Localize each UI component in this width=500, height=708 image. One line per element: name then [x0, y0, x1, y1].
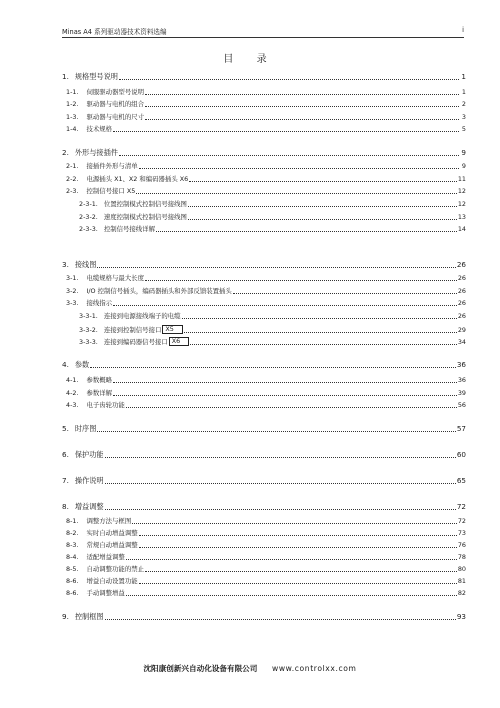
- toc-entry-connector-box: X6: [169, 337, 189, 346]
- toc-entry-number: 3-3-2.: [79, 326, 98, 334]
- toc-entry-page: 3: [461, 113, 466, 121]
- toc-entry-page: 12: [457, 200, 466, 208]
- toc-entry-page: 72: [456, 502, 466, 511]
- toc-entry-connector-box: X5: [162, 325, 182, 334]
- toc-entry-title: 电子齿轮功能: [86, 401, 125, 409]
- toc-entry-page: 80: [457, 565, 466, 573]
- toc-entry-number: 2-3-1.: [79, 200, 98, 208]
- toc-entry-title: 驱动器与电机的尺寸: [86, 113, 144, 121]
- toc-entry-number: 8-2.: [66, 529, 79, 537]
- toc-entry-number: 3-1.: [66, 274, 79, 282]
- toc-entry-number: 3-3-1.: [79, 312, 98, 320]
- toc-entry-number: 3-2.: [66, 287, 79, 295]
- toc-entry-title: 接插件外形与清单: [86, 162, 138, 170]
- dot-leader: [126, 407, 457, 408]
- toc-entry[interactable]: [62, 503, 466, 511]
- toc-entry[interactable]: [66, 401, 466, 409]
- toc-entry-number: 2-3.: [66, 187, 79, 195]
- toc-entry[interactable]: [66, 376, 466, 384]
- dot-leader: [119, 155, 459, 156]
- page-title: 目 录: [223, 54, 277, 65]
- toc-entry-number: 1-4.: [66, 125, 79, 133]
- toc-entry-number: 2-2.: [66, 175, 79, 183]
- toc-entry-title: 适配增益调整: [86, 553, 125, 561]
- toc-entry-title: 时序图: [74, 424, 97, 433]
- toc-entry[interactable]: [79, 325, 466, 334]
- toc-entry-number: 8-6.: [66, 577, 79, 585]
- toc-entry[interactable]: [66, 175, 466, 183]
- dot-leader: [190, 344, 457, 345]
- toc-entry-title: 连接到控制信号接口: [103, 326, 162, 334]
- dot-leader: [97, 431, 455, 432]
- toc-entry[interactable]: [66, 577, 466, 585]
- toc-entry[interactable]: [62, 361, 466, 369]
- toc-entry-page: 13: [457, 213, 466, 221]
- toc-entry-page: 14: [457, 225, 466, 233]
- toc-entry-number: 8-3.: [66, 541, 79, 549]
- toc-entry-number: 1-3.: [66, 113, 79, 121]
- toc-entry-title: 伺服驱动器型号说明: [86, 88, 144, 96]
- toc-entry-title: 参数概略: [86, 376, 113, 384]
- toc-entry-page: 26: [457, 274, 466, 282]
- toc-entry-number: 4.: [62, 360, 69, 369]
- toc-entry[interactable]: [66, 287, 466, 295]
- dot-leader: [119, 79, 459, 80]
- toc-entry[interactable]: [66, 553, 466, 561]
- dot-leader: [139, 535, 457, 536]
- toc-entry-title: 接线指示: [86, 299, 113, 307]
- toc-entry-title: 增益自动设置功能: [86, 577, 138, 585]
- toc-entry-title: 电缆规格与最大长度: [86, 274, 144, 282]
- footer-company: 沈阳康创新兴自动化设备有限公司: [143, 664, 258, 673]
- toc-entry-title: 参数详解: [86, 389, 113, 397]
- toc-entry[interactable]: [66, 541, 466, 549]
- toc-entry[interactable]: [62, 425, 466, 433]
- toc-entry-page: 1: [461, 72, 466, 81]
- toc-entry-number: 7.: [62, 476, 69, 485]
- toc-entry[interactable]: [66, 88, 466, 96]
- toc-entry[interactable]: [66, 517, 466, 525]
- dot-leader: [113, 382, 457, 383]
- toc-entry-page: 72: [457, 517, 466, 525]
- dot-leader: [126, 559, 457, 560]
- toc-entry-page: 26: [457, 299, 466, 307]
- toc-entry-number: 1-1.: [66, 88, 79, 96]
- toc-entry-number: 3.: [62, 260, 69, 269]
- toc-entry-page: 56: [457, 401, 466, 409]
- dot-leader: [105, 509, 456, 510]
- toc-entry-page: 82: [457, 589, 466, 597]
- toc-entry-title: 规格型号说明: [74, 72, 118, 81]
- toc-entry[interactable]: [79, 200, 466, 208]
- toc-entry-title: I/O 控制信号插头，编码器插头和外部反馈装置插头: [86, 287, 232, 295]
- toc-entry-page: 12: [457, 187, 466, 195]
- toc-entry[interactable]: [66, 100, 466, 108]
- toc-entry-page: 81: [457, 577, 466, 585]
- toc-entry-page: 65: [456, 476, 466, 485]
- page-number: i: [462, 26, 464, 34]
- dot-leader: [113, 131, 459, 132]
- toc-entry-number: 4-1.: [66, 376, 79, 384]
- toc-entry-page: 93: [456, 612, 466, 621]
- toc-entry-page: 1: [461, 88, 466, 96]
- toc-entry-page: 34: [457, 338, 466, 346]
- dot-leader: [233, 293, 457, 294]
- toc-entry-number: 8.: [62, 502, 69, 511]
- toc-entry-page: 36: [457, 376, 466, 384]
- toc-entry[interactable]: [66, 389, 466, 397]
- toc-entry-page: 29: [457, 326, 466, 334]
- dot-leader: [188, 219, 457, 220]
- toc-entry[interactable]: [66, 162, 466, 170]
- toc-entry-number: 2.: [62, 148, 69, 157]
- dot-leader: [139, 547, 457, 548]
- toc-entry-title: 控制框图: [74, 612, 104, 621]
- toc-entry-title: 常规自动增益调整: [86, 541, 138, 549]
- dot-leader: [105, 457, 456, 458]
- toc-entry[interactable]: [66, 529, 466, 537]
- toc-entry-title: 手动调整增益: [86, 589, 125, 597]
- toc-entry-number: 4-2.: [66, 389, 79, 397]
- toc-entry-title: 自动调整功能的禁止: [86, 565, 144, 573]
- dot-leader: [105, 483, 456, 484]
- toc-entry-number: 3-3.: [66, 299, 79, 307]
- footer: [0, 663, 500, 674]
- toc-entry[interactable]: [79, 225, 466, 233]
- dot-leader: [145, 280, 457, 281]
- toc-entry-page: 60: [456, 450, 466, 459]
- toc-entry-title: 驱动器与电机的组合: [86, 100, 144, 108]
- toc-entry-title: 位置控制模式控制信号接线图: [103, 200, 187, 208]
- toc-entry-number: 8-1.: [66, 517, 79, 525]
- dot-leader: [145, 571, 457, 572]
- toc-entry-page: 11: [457, 175, 466, 183]
- toc-entry[interactable]: [62, 73, 466, 81]
- toc-entry-title: 连接到电源接线端子的电缆: [103, 312, 181, 320]
- toc-entry-page: 76: [457, 541, 466, 549]
- dot-leader: [97, 267, 455, 268]
- toc-entry[interactable]: [79, 312, 466, 320]
- toc-entry[interactable]: [62, 613, 466, 621]
- toc-entry-title: 参数: [74, 360, 90, 369]
- dot-leader: [188, 206, 457, 207]
- toc-entry-page: 78: [457, 553, 466, 561]
- toc-entry-page: 9: [461, 162, 466, 170]
- toc-entry-number: 8-5.: [66, 565, 79, 573]
- toc-entry-title: 实时自动增益调整: [86, 529, 138, 537]
- toc-entry-number: 3-3-3.: [79, 338, 98, 346]
- toc-entry[interactable]: [62, 451, 466, 459]
- dot-leader: [126, 595, 457, 596]
- toc-entry-page: 39: [457, 389, 466, 397]
- dot-leader: [136, 193, 457, 194]
- dot-leader: [145, 94, 459, 95]
- toc-entry-title: 电源插头 X1、X2 和编码器插头 X6: [86, 175, 189, 183]
- toc-entry-page: 2: [461, 100, 466, 108]
- toc-entry-page: 57: [456, 424, 466, 433]
- dot-leader: [189, 181, 457, 182]
- footer-url[interactable]: www.controlxx.com: [272, 664, 357, 673]
- toc-entry-number: 1.: [62, 72, 69, 81]
- toc-entry-page: 36: [456, 360, 466, 369]
- toc-entry[interactable]: [62, 477, 466, 485]
- toc-entry[interactable]: [66, 113, 466, 121]
- toc-entry-number: 9.: [62, 612, 69, 621]
- dot-leader: [132, 523, 457, 524]
- toc-entry-number: 2-3-3.: [79, 225, 98, 233]
- toc-entry-title: 增益调整: [74, 502, 104, 511]
- dot-leader: [113, 305, 457, 306]
- toc-entry-title: 控制信号接口 X5: [86, 187, 136, 195]
- toc-entry-page: 26: [457, 312, 466, 320]
- toc-entry[interactable]: [66, 187, 466, 195]
- dot-leader: [139, 583, 457, 584]
- toc-entry-number: 2-3-2.: [79, 213, 98, 221]
- toc-entry-number: 4-3.: [66, 401, 79, 409]
- dot-leader: [113, 395, 457, 396]
- toc-entry-title: 连接到编码器信号接口: [103, 338, 168, 346]
- toc-entry-title: 速度控制模式控制信号接线图: [103, 213, 187, 221]
- toc-entry[interactable]: [79, 337, 466, 346]
- toc-entry-page: 5: [461, 125, 466, 133]
- toc-entry-title: 调整方法与框图: [86, 517, 132, 525]
- header-text: Minas A4 系列驱动器技术资料选编: [62, 28, 167, 36]
- toc-entry[interactable]: [66, 589, 466, 597]
- toc-entry-page: 9: [461, 148, 466, 157]
- toc-entry-page: 26: [457, 287, 466, 295]
- dot-leader: [145, 119, 459, 120]
- toc-entry-page: 73: [457, 529, 466, 537]
- toc-entry-number: 6.: [62, 450, 69, 459]
- toc-entry-page: 26: [456, 260, 466, 269]
- toc-entry-number: 2-1.: [66, 162, 79, 170]
- toc-entry[interactable]: [62, 149, 466, 157]
- toc-entry-number: 1-2.: [66, 100, 79, 108]
- dot-leader: [139, 168, 459, 169]
- toc-entry-title: 技术规格: [86, 125, 113, 133]
- dot-leader: [105, 619, 456, 620]
- toc-entry[interactable]: [79, 213, 466, 221]
- toc-entry-title: 外形与接插件: [74, 148, 118, 157]
- toc-entry-title: 接线图: [74, 260, 97, 269]
- dot-leader: [184, 332, 457, 333]
- toc-entry-title: 操作说明: [74, 476, 104, 485]
- toc-entry-title: 控制信号接线详解: [103, 225, 155, 233]
- toc-entry-number: 8-6.: [66, 589, 79, 597]
- toc-entry[interactable]: [66, 274, 466, 282]
- toc-entry[interactable]: [66, 565, 466, 573]
- dot-leader: [90, 367, 456, 368]
- toc-entry-number: 5.: [62, 424, 69, 433]
- toc-entry[interactable]: [66, 125, 466, 133]
- toc-entry[interactable]: [62, 261, 466, 269]
- toc-entry[interactable]: [66, 299, 466, 307]
- toc-entry-title: 保护功能: [74, 450, 104, 459]
- toc-entry-number: 8-4.: [66, 553, 79, 561]
- dot-leader: [182, 318, 457, 319]
- dot-leader: [156, 231, 457, 232]
- dot-leader: [145, 106, 459, 107]
